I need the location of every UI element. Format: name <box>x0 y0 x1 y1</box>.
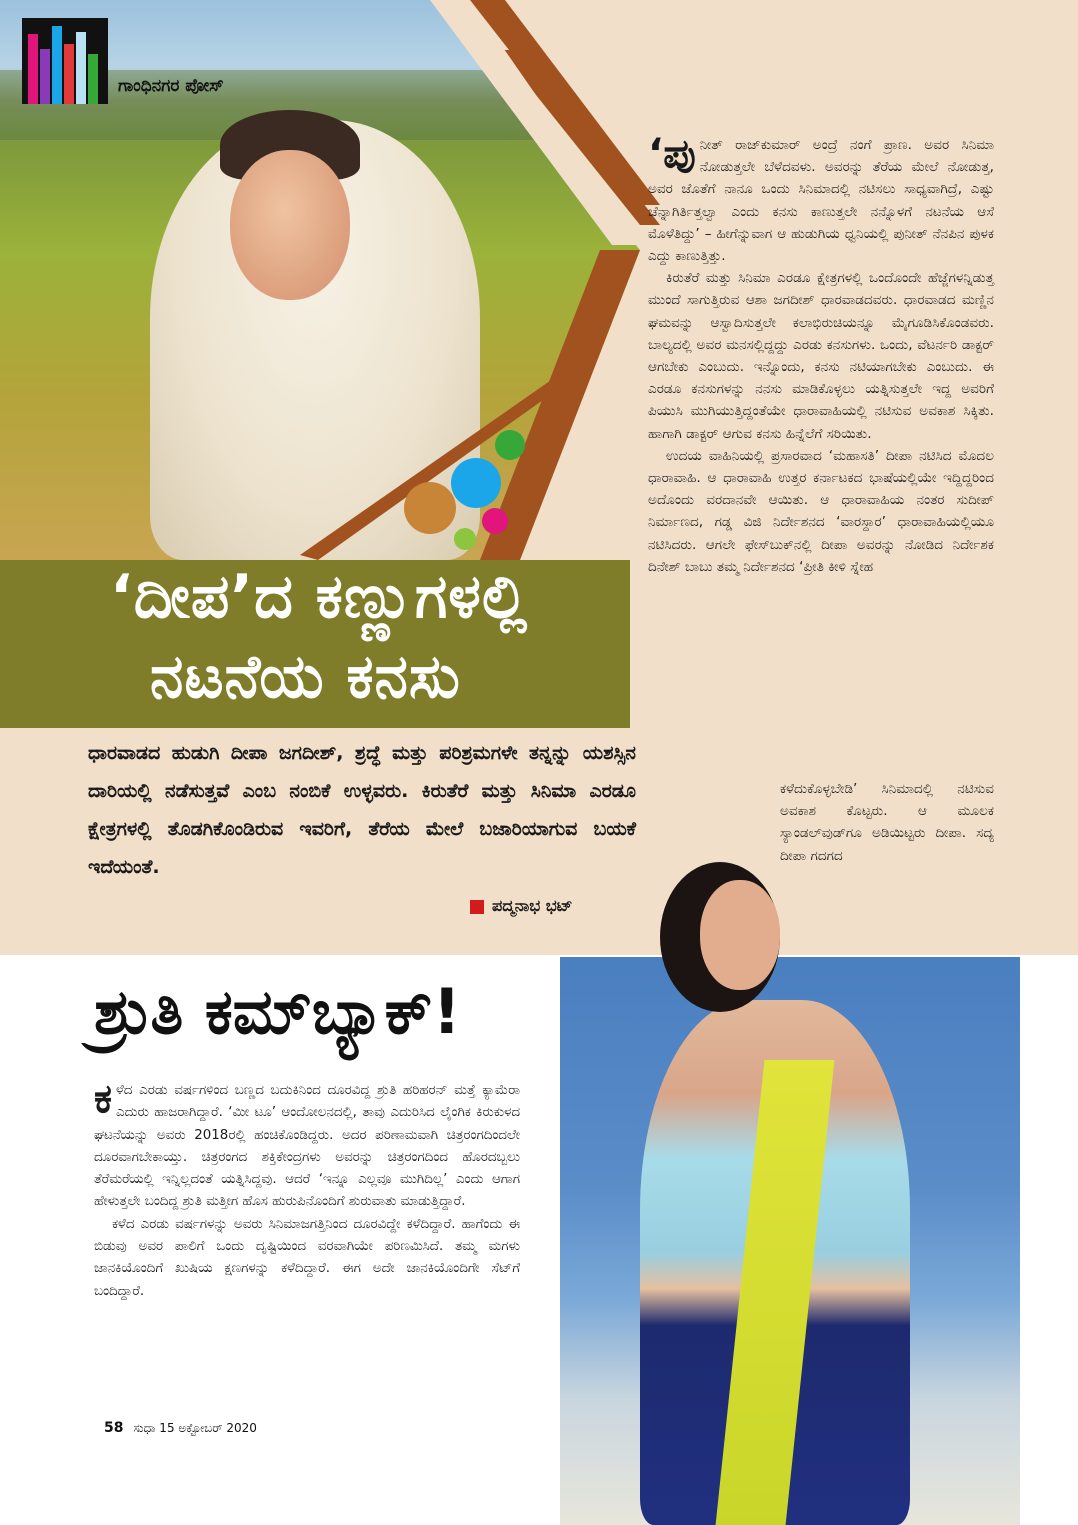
headline-line-1: ‘ದೀಪ’ದ ಕಣ್ಣುಗಳಲ್ಲಿ <box>110 562 529 632</box>
paragraph-text: ಳೆದ ಎರಡು ವರ್ಷಗಳಿಂದ ಬಣ್ಣದ ಬದುಕಿನಿಂದ ದೂರವಿದ್ದ ಶ್ರುತಿ ಹರಿಹರನ್ ಮತ್ತೆ ಕ್ಯಾಮೆರಾ ಎದುರು ಹಾಜರಾಗಿದ್ದಾರೆ. ‘ಮೀ ಟೂ’ ಆಂದೋಲನದಲ್ಲಿ, ತಾವು ಎದುರಿಸಿದ ಲೈಂಗಿಕ ಕಿರುಕುಳದ ಘಟನೆಯನ್ನು ಅವರು 2018ರಲ್ಲಿ ಹಂಚಿಕೊಂಡಿದ್ದರು. ಅದರ ಪರಿಣಾಮವಾಗಿ ಚಿತ್ರರಂಗದಿಂದಲೇ ದೂರವಾಗಬೇಕಾಯ್ತು. ಚಿತ್ರರಂಗದ ಶಕ್ತಿಕೇಂದ್ರಗಳು ಅವರನ್ನು ಚಿತ್ರರಂಗದಿಂದ ಹೊರದಬ್ಬಲು ತೆರೆಮರೆಯಲ್ಲಿ ಇನ್ನಿಲ್ಲದಂತೆ ಯತ್ನಿಸಿದ್ದವು. ಆದರೆ ‘ಇನ್ನೂ ಎಲ್ಲವೂ ಮುಗಿದಿಲ್ಲ’ ಎಂದು ಆಗಾಗ ಹೇಳುತ್ತಲೇ ಬಂದಿದ್ದ ಶ್ರುತಿ ಮತ್ತೀಗ ಹೊಸ ಹುರುಪಿನೊಂದಿಗೆ ಶುರುವಾತು ಮಾಡುತ್ತಿದ್ದಾರೆ. <box>94 1083 520 1210</box>
logo-bar <box>52 26 62 104</box>
section-label: ಗಾಂಧಿನಗರ ಪೋಸ್ <box>118 76 224 96</box>
logo-bar <box>76 32 86 104</box>
paragraph: ಕಿರುತೆರೆ ಮತ್ತು ಸಿನಿಮಾ ಎರಡೂ ಕ್ಷೇತ್ರಗಳಲ್ಲಿ ಒಂದೊಂದೇ ಹೆಜ್ಜೆಗಳನ್ನಿಡುತ್ತ ಮುಂದೆ ಸಾಗುತ್ತಿರುವ ಆಶಾ ಜಗದೀಶ್ ಧಾರವಾಡದವರು. ಧಾರವಾಡದ ಮಣ್ಣಿನ ಘಮವನ್ನು ಆಸ್ವಾದಿಸುತ್ತಲೇ ಕಲಾಭಿರುಚಿಯನ್ನೂ ಮೈಗೂಡಿಸಿಕೊಂಡವರು. ಬಾಲ್ಯದಲ್ಲಿ ಅವರ ಮನಸಲ್ಲಿದ್ದದ್ದು ಎರಡು ಕನಸುಗಳು. ಒಂದು, ವೆಟರ್ನರಿ ಡಾಕ್ಟರ್ ಆಗಬೇಕು ಎಂಬುದು. ಇನ್ನೊಂದು, ಕನಸು ನಟಿಯಾಗಬೇಕು ಎಂಬುದು. ಈ ಎರಡೂ ಕನಸುಗಳನ್ನು ನನಸು ಮಾಡಿಕೊಳ್ಳಲು ಯತ್ನಿಸುತ್ತಲೇ ಇದ್ದ ಅವರಿಗೆ ಪಿಯುಸಿ ಮುಗಿಯುತ್ತಿದ್ದಂತೆಯೇ ಧಾರಾವಾಹಿಯಲ್ಲಿ ನಟಿಸುವ ಅವಕಾಶ ಸಿಕ್ಕಿತು. ಹಾಗಾಗಿ ಡಾಕ್ಟರ್ ಆಗುವ ಕನಸು ಹಿನ್ನೆಲೆಗೆ ಸರಿಯಿತು. <box>648 270 994 442</box>
dot-blue <box>451 458 501 508</box>
paragraph <box>648 131 994 267</box>
logo-bar <box>28 34 38 104</box>
logo-bar <box>64 44 74 104</box>
paragraph: ಕಳೆದ ಎರಡು ವರ್ಷಗಳನ್ನು ಅವರು ಸಿನಿಮಾಜಗತ್ತಿನಿಂದ ದೂರವಿದ್ದೇ ಕಳೆದಿದ್ದಾರೆ. ಹಾಗೆಂದು ಈ ಬಿಡುವು ಅವರ ಪಾಲಿಗೆ ಒಂದು ದೃಷ್ಟಿಯಿಂದ ವರವಾಗಿಯೇ ಪರಿಣಮಿಸಿದೆ. ತಮ್ಮ ಮಗಳು ಜಾನಕಿಯೊಂದಿಗೆ ಖುಷಿಯ ಕ್ಷಣಗಳನ್ನು ಕಳೆದಿದ್ದಾರೆ. ಈಗ ಅದೇ ಜಾನಕಿಯೊಂದಿಗೇ ಸೆಟ್‌ಗೆ ಬಂದಿದ್ದಾರೆ. <box>94 1216 520 1299</box>
article-title: ಶ್ರುತಿ ಕಮ್‌ಬ್ಯಾಕ್! <box>94 975 461 1048</box>
article-intro: ಧಾರವಾಡದ ಹುಡುಗಿ ದೀಪಾ ಜಗದೀಶ್, ಶ್ರದ್ಧೆ ಮತ್ತು ಪರಿಶ್ರಮಗಳೇ ತನ್ನನ್ನು ಯಶಸ್ಸಿನ ದಾರಿಯಲ್ಲಿ ನಡೆಸುತ್ತವೆ ಎಂಬ ನಂಬಿಕೆ ಉಳ್ಳವರು. ಕಿರುತೆರೆ ಮತ್ತು ಸಿನಿಮಾ ಎರಡೂ ಕ್ಷೇತ್ರಗಳಲ್ಲಿ ತೊಡಗಿಕೊಂಡಿರುವ ಇವರಿಗೆ, ತೆರೆಯ ಮೇಲೆ ಬಜಾರಿಯಾಗುವ ಬಯಕೆ ಇದೆಯಂತೆ. <box>88 742 636 878</box>
article-body-column <box>648 131 994 578</box>
byline: ಪದ್ಮನಾಭ ಭಟ್ <box>492 896 573 915</box>
headline-band <box>0 560 630 728</box>
article-body-column <box>94 1076 520 1303</box>
article-body-continuation: ಕಳೆದುಕೊಳ್ಳಬೇಡಿ’ ಸಿನಿಮಾದಲ್ಲಿ ನಟಿಸುವ ಅವಕಾಶ ಕೊಟ್ಟರು. ಆ ಮೂಲಕ ಸ್ಯಾಂಡಲ್‌ವುಡ್‌ಗೂ ಅಡಿಯಿಟ್ಟರು ದೀಪಾ. ಸದ್ಯ ದೀಪಾ ಗದಗದ <box>780 781 994 864</box>
byline-marker <box>470 900 484 914</box>
page-footer <box>104 1420 257 1436</box>
logo-bar <box>88 54 98 104</box>
dot-magenta <box>482 508 508 534</box>
logo-bar <box>40 49 50 104</box>
stripe-gap <box>430 0 640 245</box>
paragraph: ಉದಯ ವಾಹಿನಿಯಲ್ಲಿ ಪ್ರಸಾರವಾದ ‘ಮಹಾಸತಿ’ ದೀಪಾ ನಟಿಸಿದ ಮೊದಲ ಧಾರಾವಾಹಿ. ಆ ಧಾರಾವಾಹಿ ಉತ್ತರ ಕರ್ನಾಟಕದ ಭಾಷೆಯಲ್ಲಿಯೇ ಇದ್ದಿದ್ದರಿಂದ ಅದೊಂದು ವರದಾನವೇ ಆಯಿತು. ಆ ಧಾರಾವಾಹಿಯ ನಂತರ ಸುದೀಪ್ ನಿರ್ಮಾಣದ, ಗಡ್ಡ ವಿಜಿ ನಿರ್ದೇಶನದ ‘ವಾರಸ್ದಾರ’ ಧಾರಾವಾಹಿಯಲ್ಲಿಯೂ ನಟಿಸಿದರು. ಆಗಲೇ ಫೇಸ್‌ಬುಕ್‌ನಲ್ಲಿ ದೀಪಾ ಅವರನ್ನು ನೋಡಿದ ನಿರ್ದೇಶಕ ದಿನೇಶ್ ಬಾಬು ತಮ್ಮ ನಿರ್ದೇಶನದ ‘ಪ್ರೀತಿ ಕೀಳಿ ಸ್ನೇಹ <box>648 447 994 575</box>
dot-green <box>495 430 525 460</box>
dot-orange <box>404 482 456 534</box>
page-number: 58 <box>104 1420 124 1436</box>
issue-info: ಸುಧಾ 15 ಅಕ್ಟೋಬರ್ 2020 <box>133 1421 257 1435</box>
drop-cap: ಕ <box>94 1076 112 1122</box>
dot-lime <box>454 528 476 550</box>
photo-subject-face <box>700 880 780 990</box>
paragraph <box>94 1076 520 1214</box>
section-logo <box>22 18 108 104</box>
drop-cap: ‘ಪು <box>648 131 696 177</box>
headline-line-2: ನಟನೆಯ ಕನಸು <box>150 642 461 712</box>
paragraph-text: ನೀತ್ ರಾಜ್‌ಕುಮಾರ್ ಅಂದ್ರೆ ನಂಗೆ ಪ್ರಾಣ. ಅವರ ಸಿನಿಮಾ ನೋಡುತ್ತಲೇ ಬೆಳೆದವಳು. ಅವರನ್ನು ತೆರೆಯ ಮೇಲೆ ನೋಡುತ್ತ, ಅವರ ಜೊತೆಗೆ ನಾನೂ ಒಂದು ಸಿನಿಮಾದಲ್ಲಿ ನಟಿಸಲು ಸಾಧ್ಯವಾಗಿದ್ರೆ, ಎಷ್ಟು ಚೆನ್ನಾಗಿರ್ತಿತ್ತಲ್ವಾ ಎಂದು ಕನಸು ಕಾಣುತ್ತಲೇ ನನ್ನೊಳಗೆ ನಟನೆಯ ಆಸೆ ಮೊಳೆತಿದ್ದು’ – ಹೀಗೆನ್ನುವಾಗ ಆ ಹುಡುಗಿಯ ಧ್ವನಿಯಲ್ಲಿ ಪುನೀತ್ ನೆನಪಿನ ಪುಳಕ ಎದ್ದು ಕಾಣುತ್ತಿತ್ತು. <box>648 137 994 265</box>
